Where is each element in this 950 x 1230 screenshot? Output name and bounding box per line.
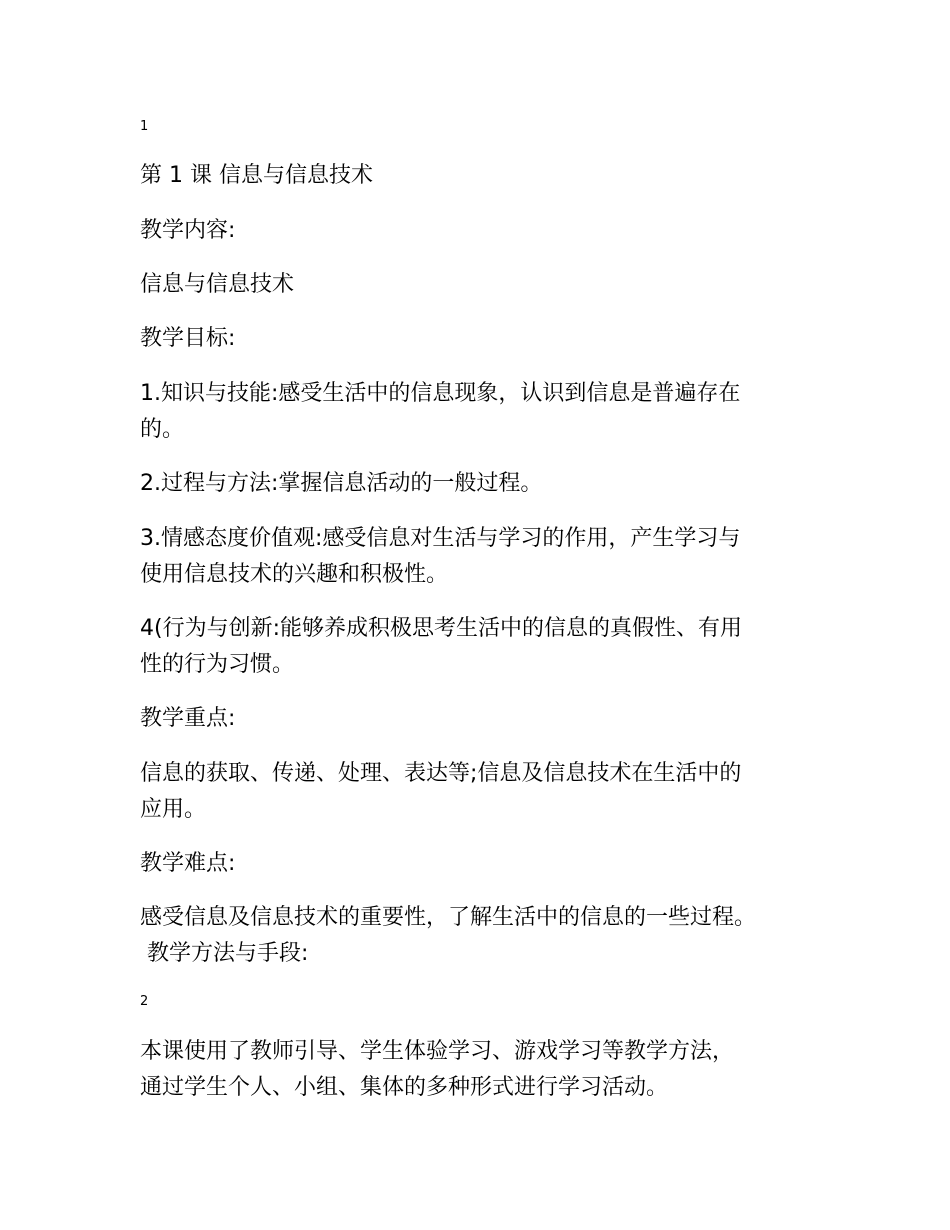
goals-heading: 教学目标: xyxy=(140,326,236,351)
content-heading: 教学内容: xyxy=(140,218,236,243)
methods-heading: 教学方法与手段: xyxy=(140,941,309,966)
goal-1-line-2: 的。 xyxy=(140,417,185,442)
lesson-title: 第 1 课 信息与信息技术 xyxy=(140,163,373,188)
methods-line-1: 本课使用了教师引导、学生体验学习、游戏学习等教学方法， xyxy=(140,1039,735,1064)
page-number: 2 xyxy=(140,994,149,1009)
goal-2: 2.过程与方法:掌握信息活动的一般过程。 xyxy=(140,471,543,496)
goal-1-line-1: 1.知识与技能:感受生活中的信息现象，认识到信息是普遍存在 xyxy=(140,381,741,406)
key-points-heading: 教学重点: xyxy=(140,706,236,731)
goal-3-line-2: 使用信息技术的兴趣和积极性。 xyxy=(140,562,449,587)
goal-4-line-2: 性的行为习惯。 xyxy=(140,652,295,677)
methods-line-2: 通过学生个人、小组、集体的多种形式进行学习活动。 xyxy=(140,1075,669,1100)
difficulties-text: 感受信息及信息技术的重要性，了解生活中的信息的一些过程。 xyxy=(140,905,757,930)
key-points-line-1: 信息的获取、传递、处理、表达等;信息及信息技术在生活中的 xyxy=(140,761,742,786)
page-number: 1 xyxy=(140,119,149,134)
goal-3-line-1: 3.情感态度价值观:感受信息对生活与学习的作用，产生学习与 xyxy=(140,526,741,551)
goal-4-line-1: 4(行为与创新:能够养成积极思考生活中的信息的真假性、有用 xyxy=(140,616,742,641)
key-points-line-2: 应用。 xyxy=(140,797,207,822)
content-text: 信息与信息技术 xyxy=(140,272,295,297)
difficulties-heading: 教学难点: xyxy=(140,851,236,876)
